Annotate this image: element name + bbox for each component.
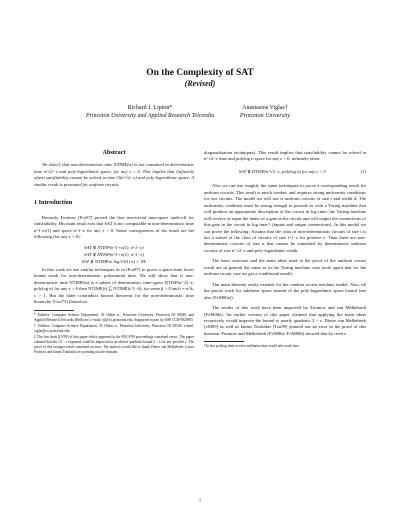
equation-number: (1): [360, 168, 366, 174]
body-paragraph: The main theorem easily extends for the random access machine model. Also, all the proofs work for sublinear space instead of the poly-logarithmic space bound (see also [FvM00a]).: [204, 281, 366, 300]
abstract-heading: Abstract: [102, 149, 126, 156]
body-paragraph: Also we can use roughly the same techniques to prove a corresponding result for uniform circuits. This result is much weaker, and requires strong uniformity conditions for our circuits. The model we will use is uniform circuits of size t and width d. The uniformity condition must be strong enough to provide us with a Turing machine that will produce an appropriate description of the circuit in log time; the Turing machine will receive as input the index of a gate in the circuit and will output the connections of this gate in the circuit in log time† (inputs and output connections). In this model we can prove the following: Assume that the class of non-deterministic circuits of size t is not a subset of the class of circuits of size t^1−ε for positive ε. Then there are non-deterministic circuits of size n that cannot be simulated by deterministic uniform circuits of size n^√2−ε and poly-logarithmic width.: [204, 183, 366, 253]
paper-subtitle: (Revised): [184, 79, 216, 88]
section-heading-introduction: 1 Introduction: [34, 199, 73, 207]
body-paragraph: The basic structure and the main ideas used in the proof of the uniform circuit result are in general the same as in the Turing machine case (note again that for the uniform circuit case we get a conditional result).: [204, 258, 366, 277]
right-column: [204, 150, 366, 350]
author-name: Anastasios Viglas†: [242, 105, 288, 111]
abstract-text: We show‡ that non-deterministic time NTIME(n) is not contained in deterministic time n^√2−ε and poly-logarithmic space, for any ε > 0. This implies that (infinitely often) satisfiability cannot be solved in time O(n^√2−ε) and poly-logarithmic space. A similar result is presented for uniform circuits.: [34, 162, 194, 187]
equation: SAT ∉ NTIME(n log^O(1) n) ∩ NL: [81, 259, 147, 265]
paper-title: On the Complexity of SAT: [146, 68, 254, 78]
numbered-equation: [204, 169, 366, 175]
footnotes: [34, 313, 194, 355]
footnote-divider: [34, 310, 74, 311]
footnote: †In fact polylog time or even sublinear time would also work here.: [204, 344, 301, 349]
author-affiliation: Princeton University: [239, 113, 291, 119]
footnote: ‡ The first draft [LV99] of this paper which appeared in the FOCS'99 proceedings contained errors. The paper claimed that the √2 − ε exponent could be improved to an almost quadratic bound 2 − ε for any positive ε. The proof of this stronger result contained an error. The authors would like to thank Dieter van Melkebeek, Lance Fortnow and Iannis Tourlakis for pointing out the mistake.: [34, 334, 194, 354]
intro-paragraph: In this work we use similar techniques as in [For97] to prove a space-time lower bound result for non-deterministic polynomial time. We will show that if non-deterministic time NTIME(n) is a subset of deterministic time-space DTISP(n^√2−ε, polylog n) for any ε > 0 then NTIME(t) ⊆ NTIME(t^1−δ), for some β > 0 and t = n^k, ε > 1. But the latter contradicts known theorems for the non-deterministic time hierarchy [Coo73] (based on: [34, 266, 194, 305]
footnote: * Address: Computer Science Department, 35 Olden st., Princeton University, Princeton NJ 08540, and Applied Research Telcordia (Bellcore). e-mail: rjl@cs.princeton.edu. Supported in part by NSF CCR-9820855: [34, 312, 194, 322]
body-paragraph: The results of this work have been improved by Fortnow and van Melkebeek [FvM00a]. An earlier version of this paper claimed that applying the main ideas recursively would improve the bound to nearly quadratic 2 − ε. Dieter van Melkebeek [vM99] as well as Iannis Tourlakis [Tou99] pointed out an error in the proof of this theorem. Fortnow and Melkebeek [FvM00a, FvM00b] showed that by revers-: [204, 305, 366, 336]
author-name: Richard J. Lipton*: [127, 105, 173, 111]
author-1: [85, 104, 215, 120]
equation: SAT ∉ DTISP(n^√2−ε, polylog n) for any ε > 0: [238, 168, 326, 174]
author-affiliation: Princeton University and Applied Research Telcordia: [85, 113, 215, 119]
equation: SAT ∉ NTISP(n^1+o(1), n^1−ε): [84, 244, 144, 250]
intro-paragraph: Recently Fortnow [For97] proved the first non-trivial time-space trade-off for satisfiability. His main result was that SAT is not computable in non-deterministic time n^1+o(1) and space n^1−ε for any ε > 0. Some consequences of his result are the following (for any ε > 0):: [34, 214, 194, 240]
page-number: 1: [198, 497, 202, 502]
left-column: [34, 150, 194, 356]
footnote-divider: [204, 341, 244, 342]
footnote: † Address: Computer Science Department, 35 Olden st., Princeton University, Princeton NJ 08540. e-mail: viglas@cs.princeton.edu: [34, 323, 194, 333]
footnotes: [204, 344, 366, 349]
equation: SAT ∉ DTISP(n^1+o(1), n^1−ε): [84, 251, 144, 257]
author-2: [205, 104, 325, 120]
body-paragraph: diagonalization techniques). This result implies that satisfiability cannot be solved in n^√2−ε time and polylog n space for any ε > 0, infinitely often:: [204, 150, 366, 162]
